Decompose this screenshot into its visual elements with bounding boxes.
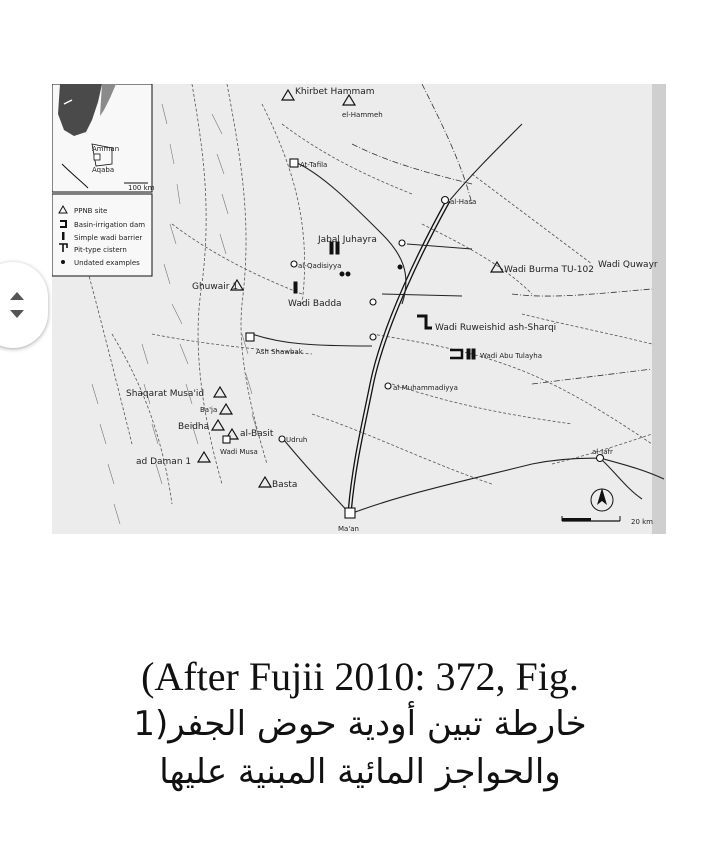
scroll-control[interactable] (0, 262, 48, 348)
jafr-basin-map (52, 84, 666, 534)
marker-al-hashimiyya (370, 334, 376, 340)
label-beidha: Beidha (178, 422, 210, 432)
marker-jurf (399, 240, 405, 246)
legend-barrier-icon (62, 232, 65, 240)
label-wadi-ruweishid: Wadi Ruweishid ash-Sharqi (435, 323, 557, 333)
label-at-tafila: At-Tafila (300, 161, 328, 169)
marker-ash-shawbak (246, 333, 254, 341)
legend-undated-label: Undated examples (74, 259, 140, 267)
label-al-qadisiyya: al-Qadisiyya (298, 262, 342, 270)
map-edge-shadow (652, 84, 666, 534)
inset-map (52, 84, 152, 192)
label-al-hasa: al-Hasa (450, 198, 477, 206)
label-jabal-juhayra: Jabal Juhayra (318, 235, 377, 245)
label-wadi-burma: Wadi Burma TU-102 (504, 265, 594, 275)
label-al-basit: al-Basit (240, 429, 274, 439)
figure-caption (0, 654, 720, 796)
caption-english: (After Fujii 2010: 372, Fig. (141, 654, 579, 699)
marker-al-husayniyya (370, 299, 376, 305)
marker-at-tafila (290, 159, 298, 167)
label-basta: Basta (272, 480, 298, 490)
label-shaqarat: Shaqarat Musa'id (126, 389, 205, 399)
label-ghuwair: Ghuwair 1 (192, 282, 239, 292)
label-wadi-badda: Wadi Badda (288, 299, 342, 309)
marker-al-muhammadiyya (385, 383, 391, 389)
legend-simple-label: Simple wadi barrier (74, 234, 143, 242)
label-scale: 20 km (631, 518, 654, 526)
label-khirbet-hammam: Khirbet Hammam (295, 87, 375, 97)
label-ad-daman: ad Daman 1 (136, 457, 192, 467)
label-amman: Amman (92, 145, 120, 153)
simple-barrier-badda (294, 282, 297, 293)
caption-arabic-line-2: والحواجز المائية المبنية عليها (159, 752, 561, 792)
legend-basin-label: Basin-irrigation dam (74, 221, 146, 229)
scroll-up-icon[interactable] (10, 292, 24, 300)
marker-al-qadisiyya (291, 261, 297, 267)
legend-ppnb-label: PPNB site (74, 207, 108, 215)
label-baja: Ba'ja (200, 406, 218, 414)
label-udruh: Udruh (286, 436, 308, 444)
label-inset-scale: 100 km (128, 184, 155, 192)
label-ash-shawbak: Ash Shawbak (256, 348, 303, 356)
label-aqaba: Aqaba (92, 166, 115, 174)
label-el-hammeh: el-Hammeh (342, 111, 383, 119)
marker-udruh (279, 436, 285, 442)
label-maan: Ma'an (338, 525, 359, 533)
caption-arabic-line-1: خارطة تبين أودية حوض الجفر(1 (133, 704, 587, 744)
legend-dot-icon (61, 260, 65, 264)
marker-al-hasa (442, 197, 449, 204)
label-al-muhammadiyya: al-Muhammadiyya (393, 384, 458, 392)
label-wadi-abu-tulayha: Wadi Abu Tulayha (480, 352, 543, 360)
legend-pit-label: Pit-type cistern (74, 246, 127, 254)
marker-wadi-musa (223, 436, 230, 443)
marker-maan (345, 508, 355, 518)
map-drawing (52, 84, 666, 534)
label-al-jafr: al-Jafr (592, 448, 613, 456)
label-wadi-quwayr: Wadi Quwayr (598, 260, 658, 270)
scroll-down-icon[interactable] (10, 310, 24, 318)
label-wadi-musa: Wadi Musa (220, 448, 258, 456)
inset-amman-marker (94, 154, 100, 160)
